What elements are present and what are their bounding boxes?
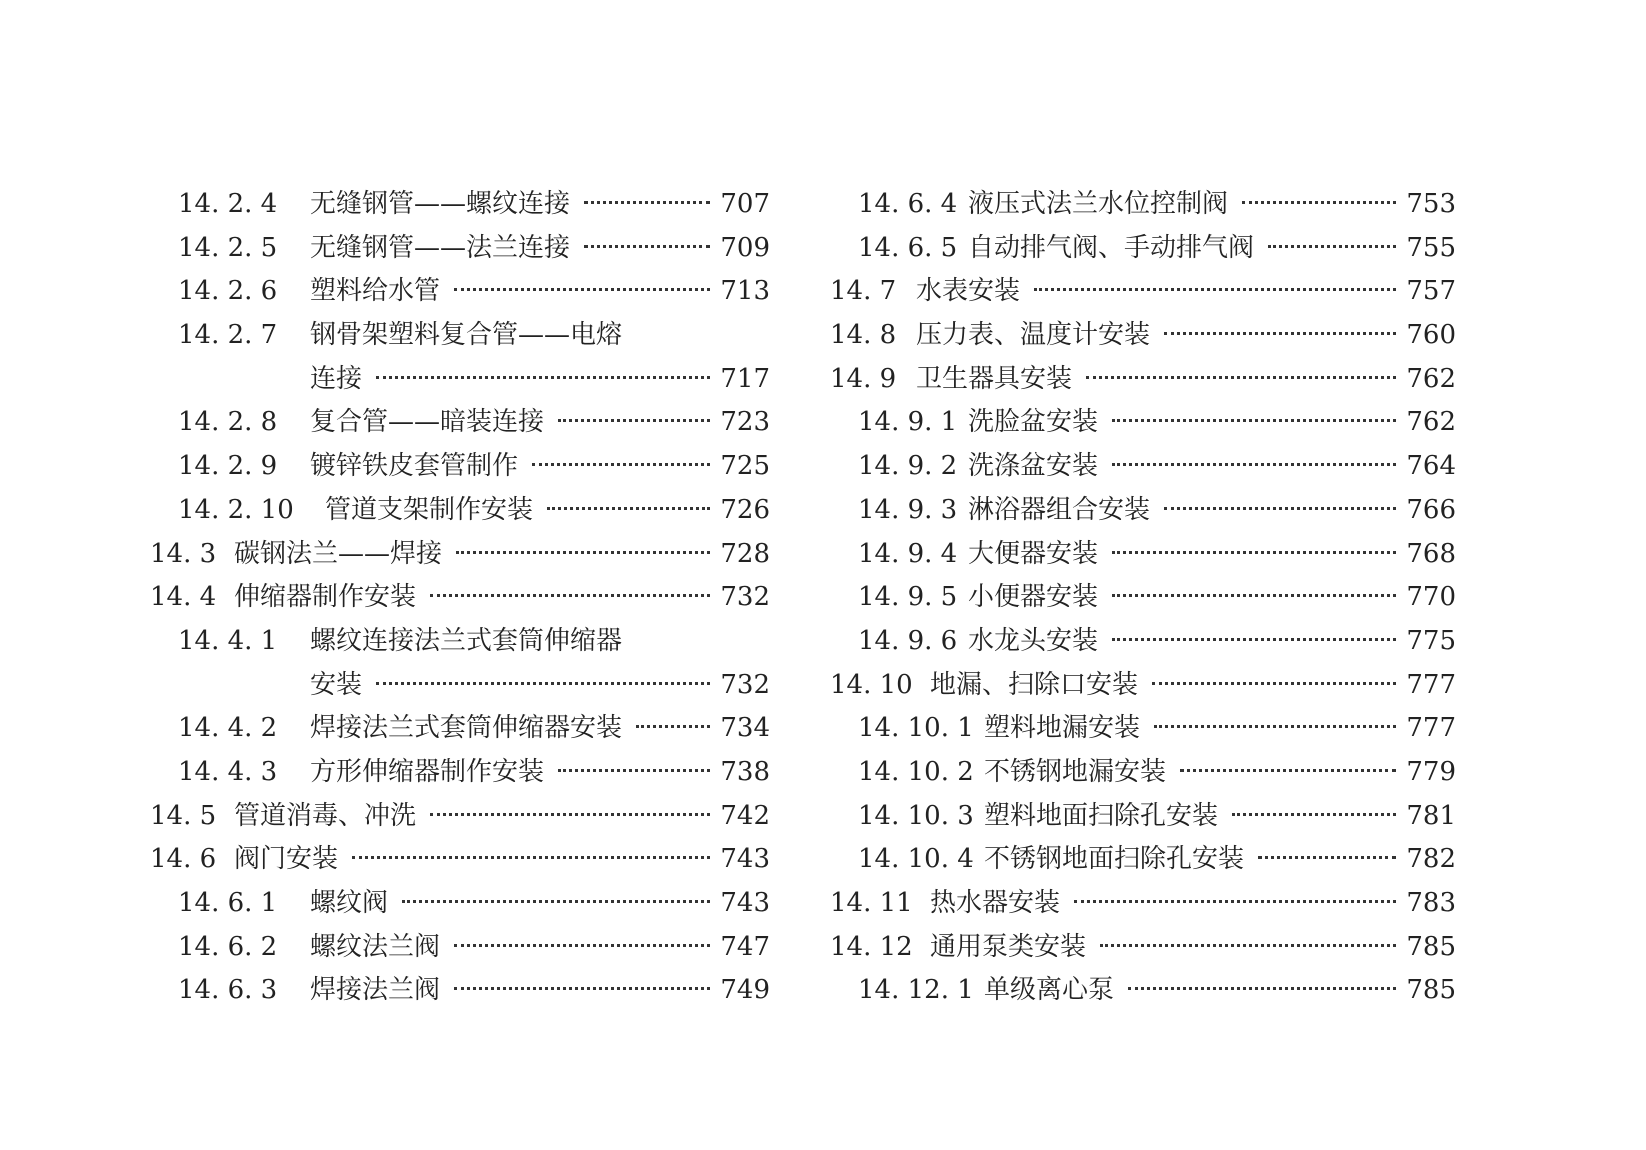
toc-entry-title: 淋浴器组合安装 <box>968 494 1151 525</box>
toc-entry-page-number: 770 <box>1406 582 1456 613</box>
toc-entry[interactable] <box>150 969 770 1013</box>
toc-entry-page-number: 732 <box>720 582 770 613</box>
toc-entry-title: 螺纹阀 <box>310 888 389 918</box>
toc-entry[interactable] <box>830 751 1456 795</box>
toc-entry-page-number: 762 <box>1406 407 1456 438</box>
dot-leader <box>1258 855 1396 859</box>
toc-entry-number: 14. 5 <box>150 800 217 831</box>
toc-entry-number: 14. 4. 1 <box>178 625 278 656</box>
dot-leader <box>1112 637 1396 641</box>
toc-entry-page-number: 742 <box>720 800 770 831</box>
dot-leader <box>1112 593 1396 597</box>
dot-leader <box>547 506 710 510</box>
toc-entry-title: 阀门安装 <box>234 844 339 875</box>
dot-leader <box>584 200 710 204</box>
toc-entry[interactable] <box>830 882 1456 926</box>
toc-entry[interactable] <box>830 358 1456 402</box>
toc-entry-number: 14. 6. 1 <box>178 888 278 918</box>
toc-entry-title: 无缝钢管——法兰连接 <box>310 232 571 263</box>
dot-leader <box>1100 943 1396 947</box>
dot-leader <box>532 462 710 466</box>
toc-entry-number: 14. 9. 1 <box>858 407 958 438</box>
toc-entry-number: 14. 4 <box>150 582 217 613</box>
toc-entry-page-number: 717 <box>720 363 770 394</box>
toc-entry-page-number: 762 <box>1406 363 1456 394</box>
toc-entry-title: 连接 <box>310 363 363 394</box>
toc-entry[interactable] <box>830 926 1456 970</box>
toc-entry[interactable] <box>830 270 1456 314</box>
toc-entry[interactable] <box>150 576 770 620</box>
toc-entry[interactable] <box>150 489 770 533</box>
toc-entry-title: 无缝钢管——螺纹连接 <box>310 189 571 219</box>
dot-leader <box>1034 287 1396 291</box>
dot-leader <box>1112 418 1396 422</box>
toc-entry-title: 地漏、扫除口安装 <box>930 669 1139 700</box>
toc-entry-title: 水龙头安装 <box>968 625 1099 656</box>
toc-entry[interactable] <box>150 795 770 839</box>
toc-entry-title: 不锈钢地面扫除孔安装 <box>984 844 1245 875</box>
toc-entry-title: 管道消毒、冲洗 <box>234 800 417 831</box>
dot-leader <box>430 812 710 816</box>
toc-entry[interactable] <box>150 707 770 751</box>
toc-entry-number: 14. 2. 7 <box>178 320 278 351</box>
toc-entry-number: 14. 6 <box>150 844 217 875</box>
toc-entry-page-number: 743 <box>720 844 770 875</box>
toc-entry-title: 管道支架制作安装 <box>325 494 534 525</box>
toc-entry[interactable] <box>150 401 770 445</box>
toc-entry-page-number: 766 <box>1406 494 1456 525</box>
toc-entry-title: 单级离心泵 <box>984 975 1115 1006</box>
toc-entry-page-number: 777 <box>1406 669 1456 700</box>
toc-entry-page-number: 783 <box>1406 888 1456 918</box>
toc-entry-page-number: 764 <box>1406 451 1456 482</box>
dot-leader <box>1128 986 1396 990</box>
toc-entry-number: 14. 10. 3 <box>858 800 974 831</box>
dot-leader <box>454 287 710 291</box>
toc-entry-title: 螺纹连接法兰式套筒伸缩器 <box>310 625 623 656</box>
toc-entry-title: 焊接法兰式套筒伸缩器安装 <box>310 713 623 744</box>
toc-entry-number: 14. 10. 1 <box>858 713 974 744</box>
dot-leader <box>1154 724 1396 728</box>
dot-leader <box>1164 506 1396 510</box>
dot-leader <box>376 681 710 685</box>
toc-entry-title: 洗脸盆安装 <box>968 407 1099 438</box>
toc-entry-number: 14. 2. 6 <box>178 276 278 307</box>
toc-entry-page-number: 747 <box>720 931 770 962</box>
toc-entry-number: 14. 10 <box>830 669 913 700</box>
toc-entry-number: 14. 2. 9 <box>178 451 278 482</box>
toc-entry-page-number: 707 <box>720 189 770 219</box>
toc-entry[interactable] <box>830 795 1456 839</box>
toc-entry-page-number: 728 <box>720 538 770 569</box>
toc-entry-page-number: 743 <box>720 888 770 918</box>
toc-entry[interactable] <box>150 314 770 358</box>
toc-entry-title: 自动排气阀、手动排气阀 <box>968 232 1255 263</box>
dot-leader <box>1112 550 1396 554</box>
dot-leader <box>352 855 710 859</box>
toc-entry-page-number: 782 <box>1406 844 1456 875</box>
toc-entry-number: 14. 9. 4 <box>858 538 958 569</box>
dot-leader <box>558 768 710 772</box>
toc-entry-title: 通用泵类安装 <box>930 931 1087 962</box>
toc-entry[interactable] <box>150 183 770 227</box>
toc-entry-number: 14. 2. 5 <box>178 232 278 263</box>
toc-entry-title: 镀锌铁皮套管制作 <box>310 451 519 482</box>
toc-entry-page-number: 755 <box>1406 232 1456 263</box>
toc-column-left <box>150 183 770 1013</box>
toc-entry-number: 14. 2. 8 <box>178 407 278 438</box>
toc-entry-title: 安装 <box>310 669 363 700</box>
toc-entry-page-number: 738 <box>720 756 770 787</box>
dot-leader <box>636 724 710 728</box>
toc-entry-number: 14. 6. 2 <box>178 931 278 962</box>
toc-entry-number: 14. 7 <box>830 276 897 307</box>
toc-entry-title: 塑料地面扫除孔安装 <box>984 800 1219 831</box>
dot-leader <box>402 899 710 903</box>
toc-entry[interactable] <box>150 445 770 489</box>
dot-leader <box>584 244 710 248</box>
toc-entry[interactable] <box>830 620 1456 664</box>
toc-entry[interactable] <box>830 227 1456 271</box>
toc-entry-title: 小便器安装 <box>968 582 1099 613</box>
toc-entry-page-number: 775 <box>1406 625 1456 656</box>
toc-entry-number: 14. 10. 2 <box>858 756 974 787</box>
toc-entry[interactable] <box>150 620 770 664</box>
toc-entry-number: 14. 4. 2 <box>178 713 278 744</box>
dot-leader <box>558 418 710 422</box>
toc-entry[interactable] <box>830 533 1456 577</box>
toc-entry[interactable] <box>150 882 770 926</box>
toc-entry-title: 塑料地漏安装 <box>984 713 1141 744</box>
toc-entry[interactable] <box>150 751 770 795</box>
toc-entry-number: 14. 8 <box>830 320 897 351</box>
toc-entry[interactable] <box>150 227 770 271</box>
toc-entry[interactable] <box>150 358 770 402</box>
toc-entry-page-number: 781 <box>1406 800 1456 831</box>
toc-entry-page-number: 785 <box>1406 975 1456 1006</box>
dot-leader <box>1086 375 1396 379</box>
toc-entry-number: 14. 2. 10 <box>178 494 294 525</box>
toc-entry-title: 方形伸缩器制作安装 <box>310 756 545 787</box>
toc-entry-page-number: 768 <box>1406 538 1456 569</box>
dot-leader <box>1242 200 1396 204</box>
toc-entry-page-number: 785 <box>1406 931 1456 962</box>
toc-entry-title: 洗涤盆安装 <box>968 451 1099 482</box>
toc-entry-page-number: 760 <box>1406 320 1456 351</box>
toc-entry-number: 14. 10. 4 <box>858 844 974 875</box>
toc-entry-page-number: 777 <box>1406 713 1456 744</box>
toc-entry-page-number: 713 <box>720 276 770 307</box>
toc-entry[interactable] <box>830 445 1456 489</box>
toc-entry-title: 塑料给水管 <box>310 276 441 307</box>
dot-leader <box>456 550 710 554</box>
dot-leader <box>454 943 710 947</box>
dot-leader <box>1180 768 1396 772</box>
dot-leader <box>1152 681 1396 685</box>
toc-entry-number: 14. 9. 5 <box>858 582 958 613</box>
toc-entry-page-number: 726 <box>720 494 770 525</box>
toc-entry-number: 14. 9. 6 <box>858 625 958 656</box>
toc-entry[interactable] <box>150 838 770 882</box>
dot-leader <box>1164 331 1396 335</box>
toc-entry-number: 14. 6. 3 <box>178 975 278 1006</box>
toc-entry-page-number: 779 <box>1406 756 1456 787</box>
toc-entry-page-number: 757 <box>1406 276 1456 307</box>
toc-entry-number: 14. 12. 1 <box>858 975 974 1006</box>
toc-entry-number: 14. 9. 3 <box>858 494 958 525</box>
toc-entry-title: 液压式法兰水位控制阀 <box>968 189 1229 219</box>
toc-entry-title: 焊接法兰阀 <box>310 975 441 1006</box>
toc-entry-title: 复合管——暗装连接 <box>310 407 545 438</box>
toc-entry-title: 水表安装 <box>916 276 1021 307</box>
dot-leader <box>1268 244 1396 248</box>
toc-entry[interactable] <box>830 183 1456 227</box>
toc-entry-title: 热水器安装 <box>930 888 1061 918</box>
dot-leader <box>376 375 710 379</box>
toc-entry-number: 14. 9 <box>830 363 897 394</box>
toc-entry-title: 压力表、温度计安装 <box>916 320 1151 351</box>
toc-entry-title: 不锈钢地漏安装 <box>984 756 1167 787</box>
toc-entry-page-number: 753 <box>1406 189 1456 219</box>
toc-entry[interactable] <box>150 926 770 970</box>
toc-entry-page-number: 734 <box>720 713 770 744</box>
toc-entry[interactable] <box>830 401 1456 445</box>
toc-entry-number: 14. 9. 2 <box>858 451 958 482</box>
toc-entry[interactable] <box>150 270 770 314</box>
toc-entry[interactable] <box>150 533 770 577</box>
toc-entry[interactable] <box>830 707 1456 751</box>
toc-entry-number: 14. 6. 4 <box>858 189 958 219</box>
toc-entry-title: 大便器安装 <box>968 538 1099 569</box>
toc-entry-number: 14. 3 <box>150 538 217 569</box>
dot-leader <box>1074 899 1396 903</box>
toc-entry-number: 14. 6. 5 <box>858 232 958 263</box>
toc-entry-number: 14. 2. 4 <box>178 189 278 219</box>
toc-entry-title: 伸缩器制作安装 <box>234 582 417 613</box>
toc-entry-page-number: 709 <box>720 232 770 263</box>
toc-entry-number: 14. 11 <box>830 888 913 918</box>
toc-entry-number: 14. 12 <box>830 931 913 962</box>
toc-entry[interactable] <box>830 969 1456 1013</box>
dot-leader <box>1112 462 1396 466</box>
toc-entry-page-number: 732 <box>720 669 770 700</box>
toc-column-right <box>830 183 1456 1013</box>
toc-entry-page-number: 749 <box>720 975 770 1006</box>
dot-leader <box>454 986 710 990</box>
toc-entry-title: 碳钢法兰——焊接 <box>234 538 443 569</box>
toc-entry[interactable] <box>830 576 1456 620</box>
toc-entry-title: 螺纹法兰阀 <box>310 931 441 962</box>
toc-entry-title: 钢骨架塑料复合管——电熔 <box>310 320 623 351</box>
dot-leader <box>430 593 710 597</box>
toc-entry[interactable] <box>150 664 770 708</box>
toc-entry-page-number: 725 <box>720 451 770 482</box>
toc-entry-number: 14. 4. 3 <box>178 756 278 787</box>
dot-leader <box>1232 812 1396 816</box>
toc-entry[interactable] <box>830 664 1456 708</box>
toc-entry[interactable] <box>830 489 1456 533</box>
toc-entry-title: 卫生器具安装 <box>916 363 1073 394</box>
toc-entry[interactable] <box>830 314 1456 358</box>
toc-entry-page-number: 723 <box>720 407 770 438</box>
toc-entry[interactable] <box>830 838 1456 882</box>
